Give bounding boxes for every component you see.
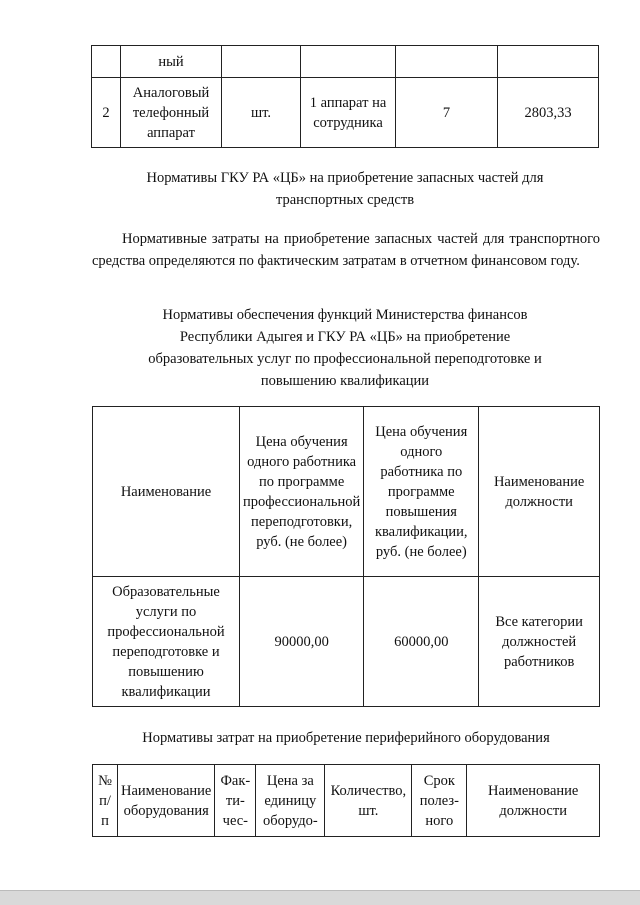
table-header-row xyxy=(93,407,600,577)
table-header-row xyxy=(93,765,600,837)
education-heading: Нормативы обеспечения функций Министерства финансов Республики Адыгея и ГКУ РА «ЦБ» на приобретение образовательных услуг по профессиональной переподготовке и повышению квалификации xyxy=(148,307,542,389)
spare-parts-heading: Нормативы ГКУ РА «ЦБ» на приобретение запасных частей для транспортных средств xyxy=(146,170,544,208)
table-cell: ный xyxy=(121,46,222,78)
header-cell: Цена обучения одного работника по программе профессиональной переподготовки, руб. (не более) xyxy=(240,407,364,577)
table-cell: 90000,00 xyxy=(240,577,364,707)
table-cell: Образовательные услуги по профессиональной переподготовке и повышению квалификации xyxy=(93,577,240,707)
table-cell xyxy=(396,46,498,78)
header-cell: Наименование должности xyxy=(479,407,600,577)
table-cell xyxy=(498,46,599,78)
spare-parts-paragraph: Нормативные затраты на приобретение запасных частей для транспортного средства определяются по фактическим затратам в отчетном финансовом году. xyxy=(92,231,600,269)
header-cell: Цена за единицу оборудо- xyxy=(256,765,325,837)
table-cell xyxy=(222,46,301,78)
telephone-norms-table xyxy=(91,45,599,148)
education-norms-table xyxy=(92,406,600,707)
peripheral-heading: Нормативы затрат на приобретение периферийного оборудования xyxy=(142,730,550,746)
table-cell: 1 аппарат на сотрудника xyxy=(301,78,396,148)
table-cell xyxy=(301,46,396,78)
header-cell: Наименование должности xyxy=(467,765,600,837)
header-cell: Количество, шт. xyxy=(325,765,412,837)
header-cell: Фак-ти-чес- xyxy=(215,765,256,837)
table-cell: шт. xyxy=(222,78,301,148)
table-row xyxy=(92,46,599,78)
header-cell: Цена обучения одного работника по программе повышения квалификации, руб. (не более) xyxy=(364,407,479,577)
table-cell xyxy=(92,46,121,78)
table-cell: 60000,00 xyxy=(364,577,479,707)
header-cell: Срок полез-ного xyxy=(412,765,467,837)
peripheral-norms-table xyxy=(92,764,600,837)
table-cell: Все категории должностей работников xyxy=(479,577,600,707)
scan-bottom-edge xyxy=(0,890,640,905)
table-row xyxy=(92,78,599,148)
table-cell: Аналоговый телефонный аппарат xyxy=(121,78,222,148)
table-cell: 2803,33 xyxy=(498,78,599,148)
table-row xyxy=(93,577,600,707)
table-cell: 7 xyxy=(396,78,498,148)
header-cell: № п/п xyxy=(93,765,118,837)
header-cell: Наименование xyxy=(93,407,240,577)
header-cell: Наименование оборудования xyxy=(118,765,215,837)
table-cell: 2 xyxy=(92,78,121,148)
